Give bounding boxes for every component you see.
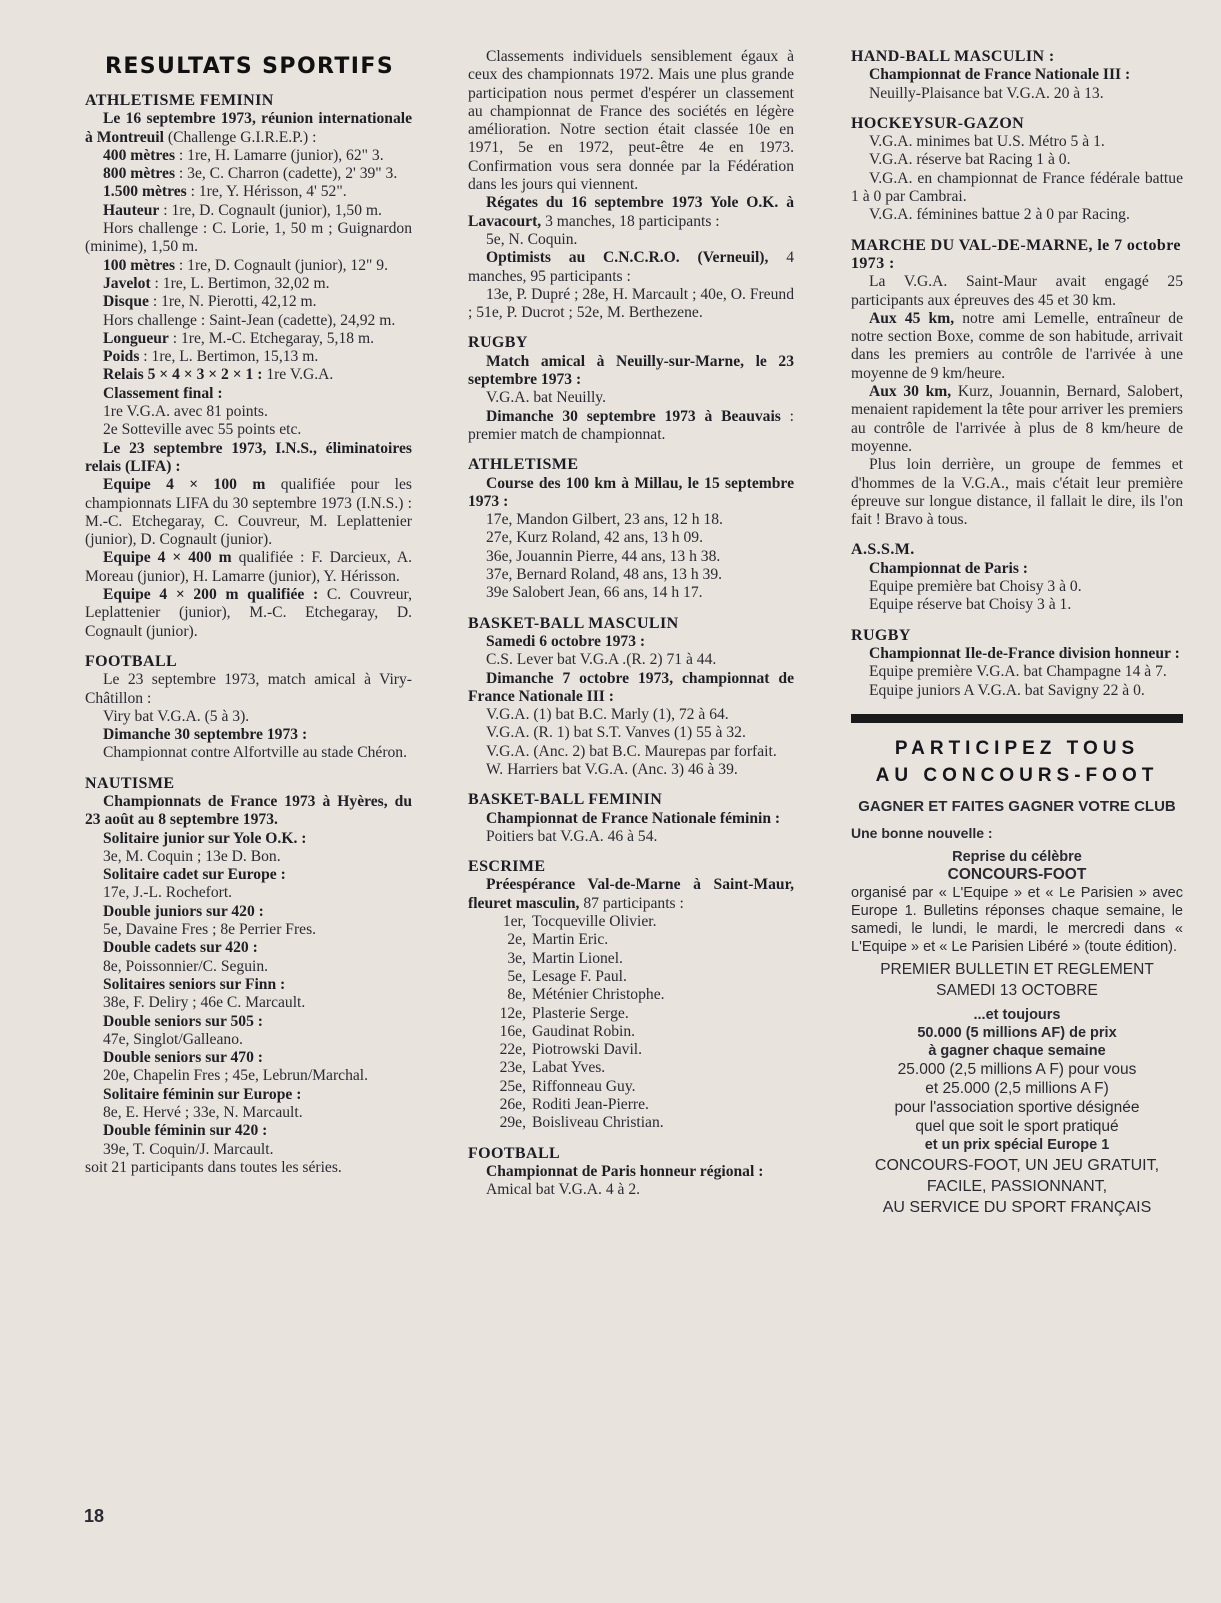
rank: 22e, <box>499 1041 526 1059</box>
body-text: 1re V.G.A. <box>262 366 334 384</box>
bold-text: Préespérance Val-de-Marne à Saint-Maur, fleuret masculin, <box>468 876 794 912</box>
body-text: 47e, Singlot/Galleano. <box>103 1030 243 1048</box>
bold-text: Double seniors sur 505 : <box>103 1012 263 1030</box>
column-3 <box>851 48 1183 1217</box>
bold-text: Aux 45 km, <box>869 309 955 327</box>
paragraph <box>85 793 412 830</box>
concours-foot-ad <box>851 735 1183 1217</box>
paragraph <box>468 511 794 529</box>
body-text: : premier match de championnat. <box>468 407 794 443</box>
bold-text: Championnat de Paris : <box>869 559 1028 577</box>
body-text: (Challenge G.I.R.E.P.) : <box>163 128 317 146</box>
ad-et: et 25.000 (2,5 millions A F) <box>925 1080 1109 1098</box>
section-heading: BASKET-BALL MASCULIN <box>468 614 679 632</box>
paragraph <box>85 1086 412 1104</box>
paragraph <box>85 202 412 220</box>
body-text: 2e Sotteville avec 55 points etc. <box>103 421 302 439</box>
body-text: soit 21 participants dans toutes les séries. <box>85 1158 342 1176</box>
bold-text: Dimanche 30 septembre 1973 : <box>103 726 308 744</box>
bold-text: Régates du 16 septembre 1973 Yole O.K. à Lavacourt, <box>468 194 794 230</box>
paragraph <box>85 257 412 275</box>
paragraph <box>851 645 1183 663</box>
ad-headline-2: AU CONCOURS-FOOT <box>875 764 1159 786</box>
page-number: 18 <box>84 1506 105 1526</box>
bold-text: Hauteur <box>103 201 160 219</box>
body-text: Equipe juniors A V.G.A. bat Savigny 22 à 0. <box>869 681 1145 699</box>
body-text: 5e, Davaine Fres ; 8e Perrier Fres. <box>103 921 317 939</box>
column-1-body <box>85 92 412 1177</box>
fencer-name: Riffonneau Guy. <box>532 1077 636 1095</box>
body-text: Equipe première bat Choisy 3 à 0. <box>869 578 1082 596</box>
bold-text: Solitaire junior sur Yole O.K. : <box>103 829 307 847</box>
body-text: Le 23 septembre 1973, match amical à Viry-Châtillon : <box>85 671 412 707</box>
paragraph <box>85 549 412 586</box>
bold-text: Course des 100 km à Millau, le 15 septembre 1973 : <box>468 474 794 510</box>
ad-vous: 25.000 (2,5 millions A F) pour vous <box>897 1061 1137 1079</box>
paragraph <box>85 1159 412 1177</box>
bold-text: Disque <box>103 293 149 311</box>
ad-final-2: FACILE, PASSIONNANT, <box>926 1178 1108 1196</box>
paragraph <box>468 249 794 286</box>
rank: 1er, <box>502 913 526 931</box>
bold-text: Championnat de France Nationale III : <box>869 66 1131 84</box>
paragraph <box>851 596 1183 614</box>
bold-text: Dimanche 30 septembre 1973 à Beauvais <box>486 407 781 425</box>
section-heading: ESCRIME <box>468 858 546 876</box>
bold-text: Solitaire cadet sur Europe : <box>103 866 286 884</box>
paragraph <box>468 548 794 566</box>
body-text: La V.G.A. Saint-Maur avait engagé 25 participants aux épreuves des 45 et 30 km. <box>851 273 1183 309</box>
rank: 5e, <box>507 967 526 985</box>
body-text: 4 manches, 95 participants : <box>468 249 794 285</box>
section-heading: FOOTBALL <box>468 1144 561 1162</box>
body-text: notre ami Lemelle, entraîneur de notre section Boxe, comme de son habitude, arrivait dans les premiers au contrôle de l'arrivée à une moyenne de 9 km/heure. <box>851 309 1183 382</box>
paragraph <box>468 48 794 194</box>
ad-assoc: pour l'association sportive désignée <box>894 1099 1140 1117</box>
body-text: : 1re, H. Lamarre (junior), 62" 3. <box>175 146 384 164</box>
body-text: 17e, J.-L. Rochefort. <box>103 884 233 902</box>
fencer-name: Martin Eric. <box>532 931 609 949</box>
paragraph <box>85 939 412 957</box>
column-1 <box>85 48 412 1177</box>
paragraph <box>851 66 1183 84</box>
paragraph <box>85 183 412 201</box>
body-text: Hors challenge : C. Lorie, 1, 50 m ; Guignardon (minime), 1,50 m. <box>85 220 412 256</box>
paragraph <box>85 293 412 311</box>
paragraph <box>468 743 794 761</box>
column-3-body <box>851 48 1183 700</box>
rank: 26e, <box>499 1096 526 1114</box>
paragraph <box>85 385 412 403</box>
paragraph <box>85 110 412 147</box>
paragraph <box>851 133 1183 151</box>
paragraph <box>851 682 1183 700</box>
paragraph <box>85 1031 412 1049</box>
body-text: 13e, P. Dupré ; 28e, H. Marcault ; 40e, O. Freund ; 51e, P. Ducrot ; 52e, M. Berthezene. <box>468 285 794 322</box>
ranking-row <box>490 986 794 1004</box>
bold-text: Equipe 4 × 200 m qualifiée : <box>103 586 319 604</box>
rank: 25e, <box>499 1077 526 1095</box>
paragraph <box>851 383 1183 456</box>
bold-text: Aux 30 km, <box>869 383 952 401</box>
paragraph <box>468 353 794 390</box>
fencer-name: Boisliveau Christian. <box>532 1114 664 1132</box>
section-heading: ATHLETISME <box>468 456 579 474</box>
section-heading: NAUTISME <box>85 774 175 792</box>
bold-text: Le 23 septembre 1973, I.N.S., éliminatoires relais (LIFA) : <box>85 439 412 475</box>
section-heading: ATHLETISME FEMININ <box>85 92 274 109</box>
body-text: : 1re, D. Cognault (junior), 12" 9. <box>175 256 388 274</box>
body-text: : 1re, M.-C. Etchegaray, 5,18 m. <box>168 329 374 347</box>
divider-rule <box>851 714 1183 723</box>
body-text: 36e, Jouannin Pierre, 44 ans, 13 h 38. <box>486 547 721 565</box>
ranking-row <box>490 968 794 986</box>
body-text: V.G.A. en championnat de France fédérale battue 1 à 0 par Cambrai. <box>851 169 1183 206</box>
paragraph <box>85 440 412 477</box>
paragraph <box>85 1013 412 1031</box>
body-text: : 1re, D. Cognault (junior), 1,50 m. <box>159 201 382 219</box>
body-text: C.S. Lever bat V.G.A .(R. 2) 71 à 44. <box>486 651 717 669</box>
paragraph <box>85 1141 412 1159</box>
paragraph <box>85 147 412 165</box>
paragraph <box>468 408 794 445</box>
section-heading: HOCKEYSUR-GAZON <box>851 114 1025 132</box>
section-heading: BASKET-BALL FEMININ <box>468 791 663 809</box>
ranking-row <box>490 1078 794 1096</box>
paragraph <box>851 578 1183 596</box>
bold-text: 800 mètres <box>103 165 176 183</box>
ad-reprise: Reprise du célèbre <box>952 849 1082 866</box>
body-text: W. Harriers bat V.G.A. (Anc. 3) 46 à 39. <box>486 760 738 778</box>
body-text: Kurz, Jouannin, Bernard, Salobert, menaient rapidement la tête pour arriver les premiers au contrôle de l'arrivée à plus de 8 km/heure de moyenne. <box>851 383 1183 455</box>
bold-text: Le 16 septembre 1973, réunion internationale à Montreuil <box>85 110 412 146</box>
body-text: Hors challenge : Saint-Jean (cadette), 24,92 m. <box>103 311 396 329</box>
paragraph <box>468 876 794 913</box>
bold-text: Double juniors sur 420 : <box>103 902 264 920</box>
body-text: Equipe première V.G.A. bat Champagne 14 à 7. <box>869 663 1167 681</box>
bold-text: Longueur <box>103 329 169 347</box>
bold-text: Championnat de France Nationale féminin : <box>486 809 781 827</box>
ranking-row <box>490 931 794 949</box>
body-text: 20e, Chapelin Fres ; 45e, Lebrun/Marchal. <box>103 1067 369 1085</box>
body-text: Amical bat V.G.A. 4 à 2. <box>486 1181 641 1199</box>
body-text: Equipe réserve bat Choisy 3 à 1. <box>869 596 1072 614</box>
body-text: 27e, Kurz Roland, 42 ans, 13 h 09. <box>486 529 703 547</box>
paragraph <box>468 529 794 547</box>
paragraph <box>468 194 794 231</box>
paragraph <box>85 220 412 257</box>
bold-text: Javelot <box>103 274 151 292</box>
paragraph <box>468 1181 794 1199</box>
body-text: : 1re, Y. Hérisson, 4' 52". <box>186 183 347 201</box>
section-heading: A.S.S.M. <box>851 541 915 559</box>
paragraph <box>851 206 1183 224</box>
body-text: : 1re, L. Bertimon, 15,13 m. <box>139 348 319 366</box>
section-heading: FOOTBALL <box>85 652 178 670</box>
paragraph <box>851 85 1183 103</box>
body-text: 87 participants : <box>579 894 684 912</box>
paragraph <box>468 810 794 828</box>
paragraph <box>468 761 794 779</box>
body-text: Neuilly-Plaisance bat V.G.A. 20 à 13. <box>869 84 1104 102</box>
paragraph <box>468 828 794 846</box>
ranking-row <box>490 1096 794 1114</box>
paragraph <box>85 366 412 384</box>
paragraph <box>851 456 1183 529</box>
paragraph <box>468 1163 794 1181</box>
bold-text: Equipe 4 × 400 m <box>103 549 232 567</box>
paragraph <box>468 706 794 724</box>
paragraph <box>85 330 412 348</box>
rank: 12e, <box>499 1004 526 1022</box>
column-2 <box>468 48 794 1200</box>
ad-final-3: AU SERVICE DU SPORT FRANÇAIS <box>882 1199 1152 1217</box>
body-text: qualifiée : F. Darcieux, A. Moreau (junior), H. Lamarre (junior), Y. Hérisson. <box>85 549 412 585</box>
paragraph <box>85 421 412 439</box>
body-text: 1re V.G.A. avec 81 points. <box>103 403 268 421</box>
body-text: 3e, M. Coquin ; 13e D. Bon. <box>103 847 281 865</box>
paragraph <box>851 273 1183 310</box>
body-text: Plus loin derrière, un groupe de femmes et d'hommes de la V.G.A., mais c'était leur première épreuve sur longue distance, il fallait le dire, ils l'on fait ! Bravo à tous. <box>851 456 1183 529</box>
body-text: Viry bat V.G.A. (5 à 3). <box>103 707 250 725</box>
body-text: V.G.A. réserve bat Racing 1 à 0. <box>869 151 1071 169</box>
fencer-name: Labat Yves. <box>532 1059 606 1077</box>
ad-prix: 50.000 (5 millions AF) de prix <box>917 1025 1117 1042</box>
body-text: V.G.A. (1) bat B.C. Marly (1), 72 à 64. <box>486 706 729 724</box>
fencer-name: Lesage F. Paul. <box>532 967 627 985</box>
paragraph <box>85 1049 412 1067</box>
body-text: C. Couvreur, Leplattenier (junior), M.-C. Etchegaray, D. Cognault (junior). <box>85 586 412 640</box>
bold-text: Match amical à Neuilly-sur-Marne, le 23 septembre 1973 : <box>468 352 794 389</box>
bold-text: Samedi 6 octobre 1973 : <box>486 632 646 650</box>
fencer-name: Gaudinat Robin. <box>532 1022 636 1040</box>
section-heading: HAND-BALL MASCULIN : <box>851 48 1055 65</box>
ad-headline-1: PARTICIPEZ TOUS <box>894 737 1140 759</box>
bold-text: Championnats de France 1973 à Hyères, du 23 août au 8 septembre 1973. <box>85 792 412 829</box>
ad-samedi: SAMEDI 13 OCTOBRE <box>936 982 1098 1000</box>
ad-toujours: ...et toujours <box>973 1007 1061 1024</box>
paragraph <box>851 170 1183 207</box>
bold-text: Double cadets sur 420 : <box>103 939 258 957</box>
ad-subtitle: GAGNER ET FAITES GAGNER VOTRE CLUB <box>858 797 1176 815</box>
paragraph <box>85 1122 412 1140</box>
fencer-name: Plasterie Serge. <box>532 1004 629 1022</box>
ranking-row <box>490 1114 794 1132</box>
bold-text: 100 mètres <box>103 256 176 274</box>
column-2-body <box>468 48 794 1200</box>
body-text: 37e, Bernard Roland, 48 ans, 13 h 39. <box>486 566 723 584</box>
paragraph <box>468 231 794 249</box>
rank: 16e, <box>499 1022 526 1040</box>
rank: 29e, <box>499 1114 526 1132</box>
section-heading: RUGBY <box>851 626 911 644</box>
paragraph <box>85 848 412 866</box>
ranking-list <box>468 913 794 1133</box>
body-text: Poitiers bat V.G.A. 46 à 54. <box>486 827 658 845</box>
page-title: RESULTATS SPORTIFS <box>105 54 395 79</box>
paragraph <box>468 286 794 323</box>
paragraph <box>468 670 794 707</box>
body-text: 17e, Mandon Gilbert, 23 ans, 12 h 18. <box>486 511 723 529</box>
body-text: : 3e, C. Charron (cadette), 2' 39" 3. <box>175 165 398 183</box>
paragraph <box>85 958 412 976</box>
body-text: V.G.A. (R. 1) bat S.T. Vanves (1) 55 à 32. <box>486 724 746 742</box>
paragraph <box>85 830 412 848</box>
paragraph <box>851 663 1183 681</box>
bold-text: Dimanche 7 octobre 1973, championnat de France Nationale III : <box>468 669 794 705</box>
ranking-row <box>490 950 794 968</box>
bold-text: 1.500 mètres <box>103 183 187 201</box>
paragraph <box>85 976 412 994</box>
bold-text: Championnat Ile-de-France division honneur : <box>869 644 1180 662</box>
ad-concours: CONCOURS-FOOT <box>947 866 1087 884</box>
body-text: V.G.A. féminines battue 2 à 0 par Racing. <box>869 206 1130 224</box>
bold-text: Equipe 4 × 100 m <box>103 476 266 494</box>
ad-final-1: CONCOURS-FOOT, UN JEU GRATUIT, <box>874 1157 1160 1175</box>
paragraph <box>85 726 412 744</box>
body-text: 5e, N. Coquin. <box>486 230 578 248</box>
paragraph <box>468 724 794 742</box>
ranking-row <box>490 1059 794 1077</box>
body-text: : 1re, N. Pierotti, 42,12 m. <box>148 293 317 311</box>
bold-text: Relais 5 × 4 × 3 × 2 × 1 : <box>103 366 263 384</box>
paragraph <box>468 566 794 584</box>
paragraph <box>85 1067 412 1085</box>
ad-lead: Une bonne nouvelle : <box>851 824 993 841</box>
body-text: V.G.A. bat Neuilly. <box>486 389 606 407</box>
ad-premier: PREMIER BULLETIN ET REGLEMENT <box>880 961 1154 979</box>
body-text: Championnat contre Alfortville au stade Chéron. <box>103 744 408 762</box>
paragraph <box>468 475 794 512</box>
ad-body: organisé par « L'Equipe » et « Le Parisien » avec Europe 1. Bulletins réponses chaque semaine, le samedi, le lundi, le mardi, le mercredi dans « L'Equipe » et « Le Parisien Libéré » (toute édition). <box>851 885 1183 956</box>
body-text: 38e, F. Deliry ; 46e C. Marcault. <box>103 994 306 1012</box>
body-text: 8e, Poissonnier/C. Seguin. <box>103 957 269 975</box>
paragraph <box>85 403 412 421</box>
bold-text: Optimists au C.N.C.R.O. (Verneuil), <box>486 249 769 267</box>
ad-special: et un prix spécial Europe 1 <box>924 1137 1110 1154</box>
fencer-name: Méténier Christophe. <box>532 986 665 1004</box>
paragraph <box>85 903 412 921</box>
fencer-name: Martin Lionel. <box>532 949 623 967</box>
rank: 3e, <box>507 949 526 967</box>
ranking-row <box>490 1005 794 1023</box>
bold-text: Poids <box>103 348 140 366</box>
paragraph <box>85 884 412 902</box>
paragraph <box>851 151 1183 169</box>
paragraph <box>85 348 412 366</box>
paragraph <box>851 560 1183 578</box>
ad-semaine: à gagner chaque semaine <box>928 1043 1106 1060</box>
fencer-name: Piotrowski Davil. <box>532 1041 643 1059</box>
paragraph <box>85 312 412 330</box>
body-text: : 1re, L. Bertimon, 32,02 m. <box>150 274 330 292</box>
bold-text: Double seniors sur 470 : <box>103 1049 263 1067</box>
body-text: V.G.A. (Anc. 2) bat B.C. Maurepas par forfait. <box>486 742 777 760</box>
body-text: qualifiée pour les championnats LIFA du 30 septembre 1973 (I.N.S.) : M.-C. Etchegaray, C. Couvreur, M. Leplattenier (junior), D. Cognault (junior). <box>85 476 412 549</box>
rank: 23e, <box>499 1059 526 1077</box>
fencer-name: Roditi Jean-Pierre. <box>532 1096 649 1114</box>
body-text: 3 manches, 18 participants : <box>541 212 720 230</box>
paragraph <box>85 165 412 183</box>
paragraph <box>468 584 794 602</box>
paragraph <box>85 1104 412 1122</box>
body-text: 39e Salobert Jean, 66 ans, 14 h 17. <box>486 584 703 602</box>
paragraph <box>85 866 412 884</box>
ranking-row <box>490 913 794 931</box>
section-heading: RUGBY <box>468 334 528 352</box>
paragraph <box>85 921 412 939</box>
bold-text: Solitaires seniors sur Finn : <box>103 975 286 993</box>
bold-text: Double féminin sur 420 : <box>103 1122 268 1140</box>
paragraph <box>85 708 412 726</box>
paragraph <box>85 586 412 641</box>
body-text: Classements individuels sensiblement égaux à ceux des championnats 1972. Mais une plus grande participation nous permet d'espérer un classement au championnat de France des sociétés en légère amélioration. Notre section était classée 10e en 1971, 5e en 1972, peut-être 4e en 1973. Confirmation vous sera donnée par la Fédération dans les jours qui viennent. <box>468 48 794 194</box>
paragraph <box>85 744 412 762</box>
bold-text: Solitaire féminin sur Europe : <box>103 1085 302 1103</box>
bold-text: 400 mètres <box>103 146 176 164</box>
paragraph <box>85 275 412 293</box>
ranking-row <box>490 1041 794 1059</box>
ranking-row <box>490 1023 794 1041</box>
paragraph <box>85 671 412 708</box>
rank: 2e, <box>507 931 526 949</box>
paragraph <box>85 476 412 549</box>
body-text: 8e, E. Hervé ; 33e, N. Marcault. <box>103 1104 303 1122</box>
paragraph <box>468 651 794 669</box>
paragraph <box>468 633 794 651</box>
bold-text: Classement final : <box>103 384 223 402</box>
bold-text: Championnat de Paris honneur régional : <box>486 1162 764 1180</box>
section-heading: MARCHE DU VAL-DE-MARNE, le 7 octobre 1973 : <box>851 236 1181 272</box>
paragraph <box>468 389 794 407</box>
paragraph <box>85 994 412 1012</box>
rank: 8e, <box>507 986 526 1004</box>
body-text: V.G.A. minimes bat U.S. Métro 5 à 1. <box>869 133 1105 151</box>
fencer-name: Tocqueville Olivier. <box>532 913 657 931</box>
body-text: 39e, T. Coquin/J. Marcault. <box>103 1140 274 1158</box>
ad-quel: quel que soit le sport pratiqué <box>915 1118 1119 1136</box>
paragraph <box>851 310 1183 383</box>
